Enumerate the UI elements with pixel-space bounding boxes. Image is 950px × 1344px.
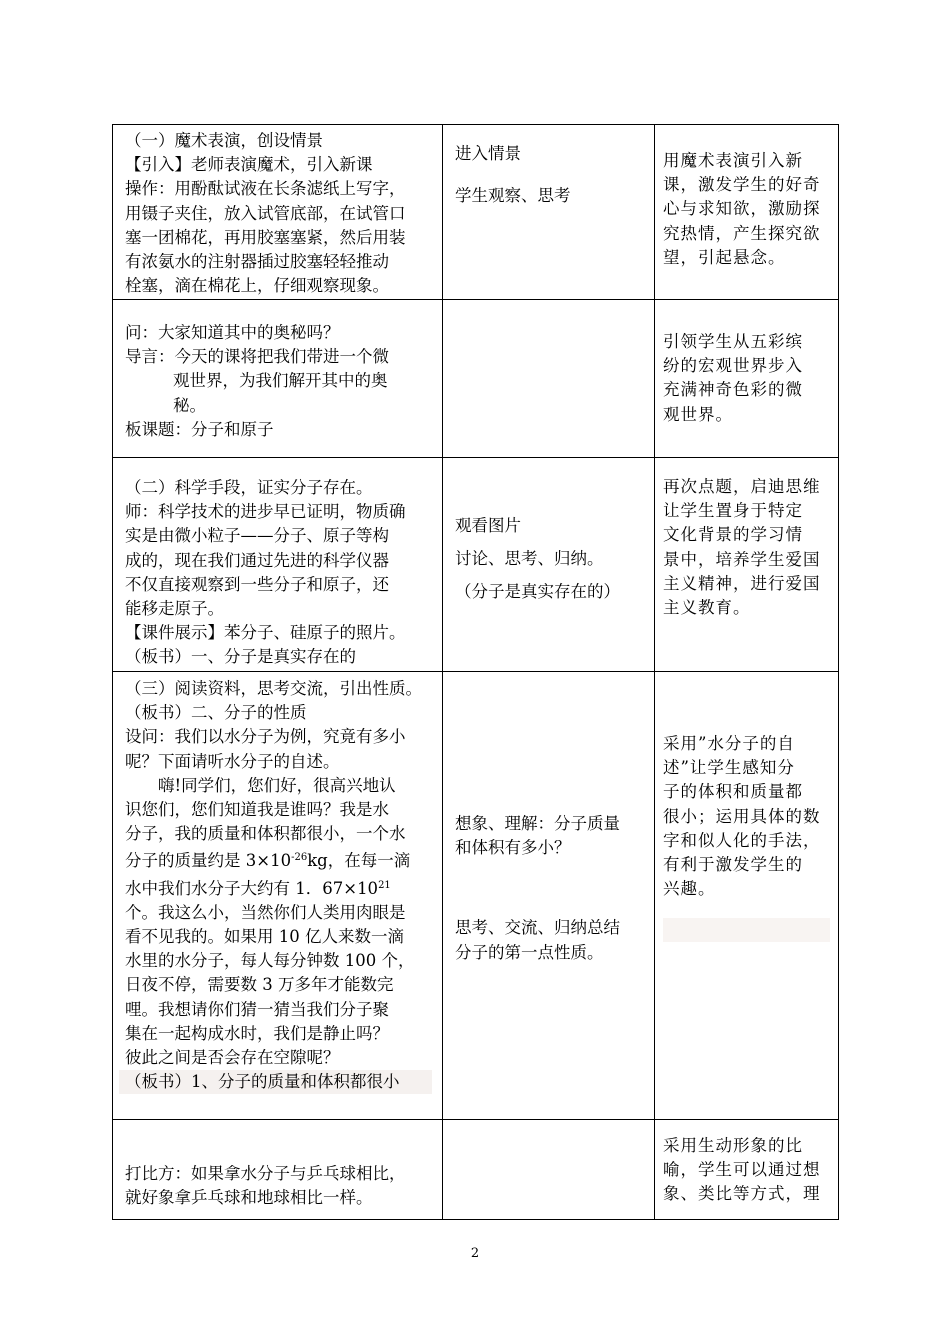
text-line: 【引入】老师表演魔术，引入新课 bbox=[125, 155, 373, 175]
text-line: 就好象拿乒乓球和地球相比一样。 bbox=[125, 1188, 373, 1208]
teacher-activity-cell bbox=[113, 458, 443, 672]
text-line: 纷的宏观世界步入 bbox=[663, 356, 803, 376]
text-fragment: kg，在每一滴 bbox=[307, 851, 411, 871]
design-intent-cell bbox=[655, 1120, 839, 1220]
text-line: 想象、理解：分子质量 bbox=[455, 814, 620, 833]
text-line: 集在一起构成水时，我们是静止吗？ bbox=[125, 1023, 389, 1043]
section-heading: （三）阅读资料，思考交流，引出性质。 bbox=[125, 679, 422, 698]
text-line: 课，激发学生的好奇 bbox=[663, 175, 821, 195]
student-activity-cell bbox=[443, 300, 655, 458]
exponent: 21 bbox=[378, 879, 391, 891]
text-line: 设问：我们以水分子为例，究竟有多小 bbox=[125, 727, 406, 747]
text-line: 让学生置身于特定 bbox=[663, 501, 803, 521]
text-line: 字和似人化的手法， bbox=[663, 830, 821, 850]
text-line: 究热情，产生探究欲 bbox=[663, 223, 821, 243]
text-line: 日夜不停，需要数 3 万多年才能数完 bbox=[125, 975, 394, 995]
shaded-placeholder bbox=[663, 918, 830, 942]
text-line: 水里的水分子，每人每分钟数 100 个， bbox=[125, 951, 415, 971]
text-line: 秘。 bbox=[173, 395, 206, 415]
text-line: 思考、交流、归纳总结 bbox=[455, 918, 620, 938]
text-line: 学生观察、思考 bbox=[455, 186, 571, 206]
text-line: 主义教育。 bbox=[663, 598, 751, 618]
text-line: 操作：用酚酞试液在长条滤纸上写字， bbox=[125, 179, 406, 199]
table-row bbox=[113, 1120, 839, 1220]
teacher-activity-cell bbox=[113, 125, 443, 300]
text-fragment: 水中我们水分子大约有 1．67×10 bbox=[125, 878, 379, 898]
text-line: 心与求知欲，激励探 bbox=[663, 199, 821, 219]
text-line: 景中，培养学生爱国 bbox=[663, 549, 821, 569]
text-line: 和体积有多小？ bbox=[455, 838, 571, 858]
teacher-activity-cell bbox=[113, 1120, 443, 1220]
table-row bbox=[113, 300, 839, 458]
lesson-plan-table bbox=[112, 124, 839, 1220]
text-line: 哩。我想请你们猜一猜当我们分子聚 bbox=[125, 999, 389, 1019]
text-line: （板书）二、分子的性质 bbox=[125, 703, 307, 723]
text-fragment: 分子的质量约是 3×10 bbox=[125, 851, 292, 871]
text-line: 栓塞，滴在棉花上，仔细观察现象。 bbox=[125, 276, 389, 296]
molecule-mass-line bbox=[125, 846, 432, 873]
text-line: （分子是真实存在的） bbox=[455, 582, 620, 602]
text-line: 再次点题，启迪思维 bbox=[663, 477, 821, 496]
student-activity-cell bbox=[443, 458, 655, 672]
table-row bbox=[113, 672, 839, 1120]
text-line: 成的，现在我们通过先进的科学仪器 bbox=[125, 550, 389, 570]
text-line: 望，引起悬念。 bbox=[663, 247, 786, 267]
text-line: 不仅直接观察到一些分子和原子，还 bbox=[125, 574, 389, 594]
text-line: 有浓氨水的注射器插过胶塞轻轻推动 bbox=[125, 252, 389, 272]
text-line: 子的体积和质量都 bbox=[663, 782, 803, 802]
text-line: 嗨!同学们，您们好，很高兴地认 bbox=[158, 775, 396, 795]
table-row bbox=[113, 125, 839, 300]
text-line: 讨论、思考、归纳。 bbox=[455, 549, 604, 569]
design-intent-cell bbox=[655, 672, 839, 1120]
design-intent-cell bbox=[655, 125, 839, 300]
text-line: 分子的第一点性质。 bbox=[455, 942, 604, 962]
text-line: 观看图片 bbox=[455, 516, 521, 535]
text-line: 兴趣。 bbox=[663, 879, 716, 899]
text-line: 采用”水分子的自 bbox=[663, 734, 795, 753]
student-activity-cell bbox=[443, 1120, 655, 1220]
text-line: 采用生动形象的比 bbox=[663, 1136, 803, 1155]
text-line: 象、类比等方式，理 bbox=[663, 1184, 821, 1204]
text-line: （板书）一、分子是真实存在的 bbox=[125, 647, 356, 667]
design-intent-cell bbox=[655, 458, 839, 672]
teacher-activity-cell bbox=[113, 300, 443, 458]
text-line: 板课题：分子和原子 bbox=[125, 419, 274, 439]
text-line: 看不见我的。如果用 10 亿人来数一滴 bbox=[125, 927, 404, 947]
text-line: 用镊子夹住，放入试管底部，在试管口 bbox=[125, 203, 406, 223]
text-line: 述”让学生感知分 bbox=[663, 758, 795, 778]
text-line: 充满神奇色彩的微 bbox=[663, 380, 803, 400]
text-line: 引领学生从五彩缤 bbox=[663, 332, 803, 351]
text-line: 进入情景 bbox=[455, 144, 521, 163]
text-line: 用魔术表演引入新 bbox=[663, 151, 803, 170]
text-line: 实是由微小粒子——分子、原子等构 bbox=[125, 526, 389, 546]
section-heading: （二）科学手段，证实分子存在。 bbox=[125, 478, 373, 497]
student-activity-cell bbox=[443, 672, 655, 1120]
text-line: 塞一团棉花，再用胶塞塞紧，然后用装 bbox=[125, 227, 406, 247]
text-line: 很小；运用具体的数 bbox=[663, 806, 821, 826]
text-line: 识您们，您们知道我是谁吗？我是水 bbox=[125, 800, 389, 820]
text-line: 呢？下面请听水分子的自述。 bbox=[125, 751, 340, 771]
text-line: 打比方：如果拿水分子与乒乓球相比， bbox=[125, 1164, 406, 1183]
teacher-activity-cell bbox=[113, 672, 443, 1120]
exponent: -26 bbox=[291, 852, 308, 864]
page-number: 2 bbox=[470, 1246, 480, 1261]
molecule-count-line bbox=[125, 874, 432, 901]
text-line: 师：科学技术的进步早已证明，物质确 bbox=[125, 502, 406, 522]
text-line: 有利于激发学生的 bbox=[663, 855, 803, 875]
text-line: 文化背景的学习情 bbox=[663, 525, 803, 545]
student-activity-cell bbox=[443, 125, 655, 300]
text-line: 问：大家知道其中的奥秘吗？ bbox=[125, 323, 340, 342]
section-heading: （一）魔术表演，创设情景 bbox=[125, 131, 323, 150]
text-line: 彼此之间是否会存在空隙呢？ bbox=[125, 1048, 340, 1068]
text-line: 观世界，为我们解开其中的奥 bbox=[173, 371, 388, 391]
text-line: 【课件展示】苯分子、硅原子的照片。 bbox=[125, 623, 406, 643]
table-row bbox=[113, 458, 839, 672]
text-line: 观世界。 bbox=[663, 404, 733, 424]
text-line: 能移走原子。 bbox=[125, 599, 224, 619]
text-line: 导言：今天的课将把我们带进一个微 bbox=[125, 347, 389, 367]
text-line: 个。我这么小，当然你们人类用肉眼是 bbox=[125, 902, 406, 922]
design-intent-cell bbox=[655, 300, 839, 458]
board-note: （板书）1、分子的质量和体积都很小 bbox=[119, 1070, 432, 1094]
text-line: 主义精神，进行爱国 bbox=[663, 573, 821, 593]
text-line: 分子，我的质量和体积都很小，一个水 bbox=[125, 824, 406, 844]
text-line: 喻，学生可以通过想 bbox=[663, 1160, 821, 1180]
